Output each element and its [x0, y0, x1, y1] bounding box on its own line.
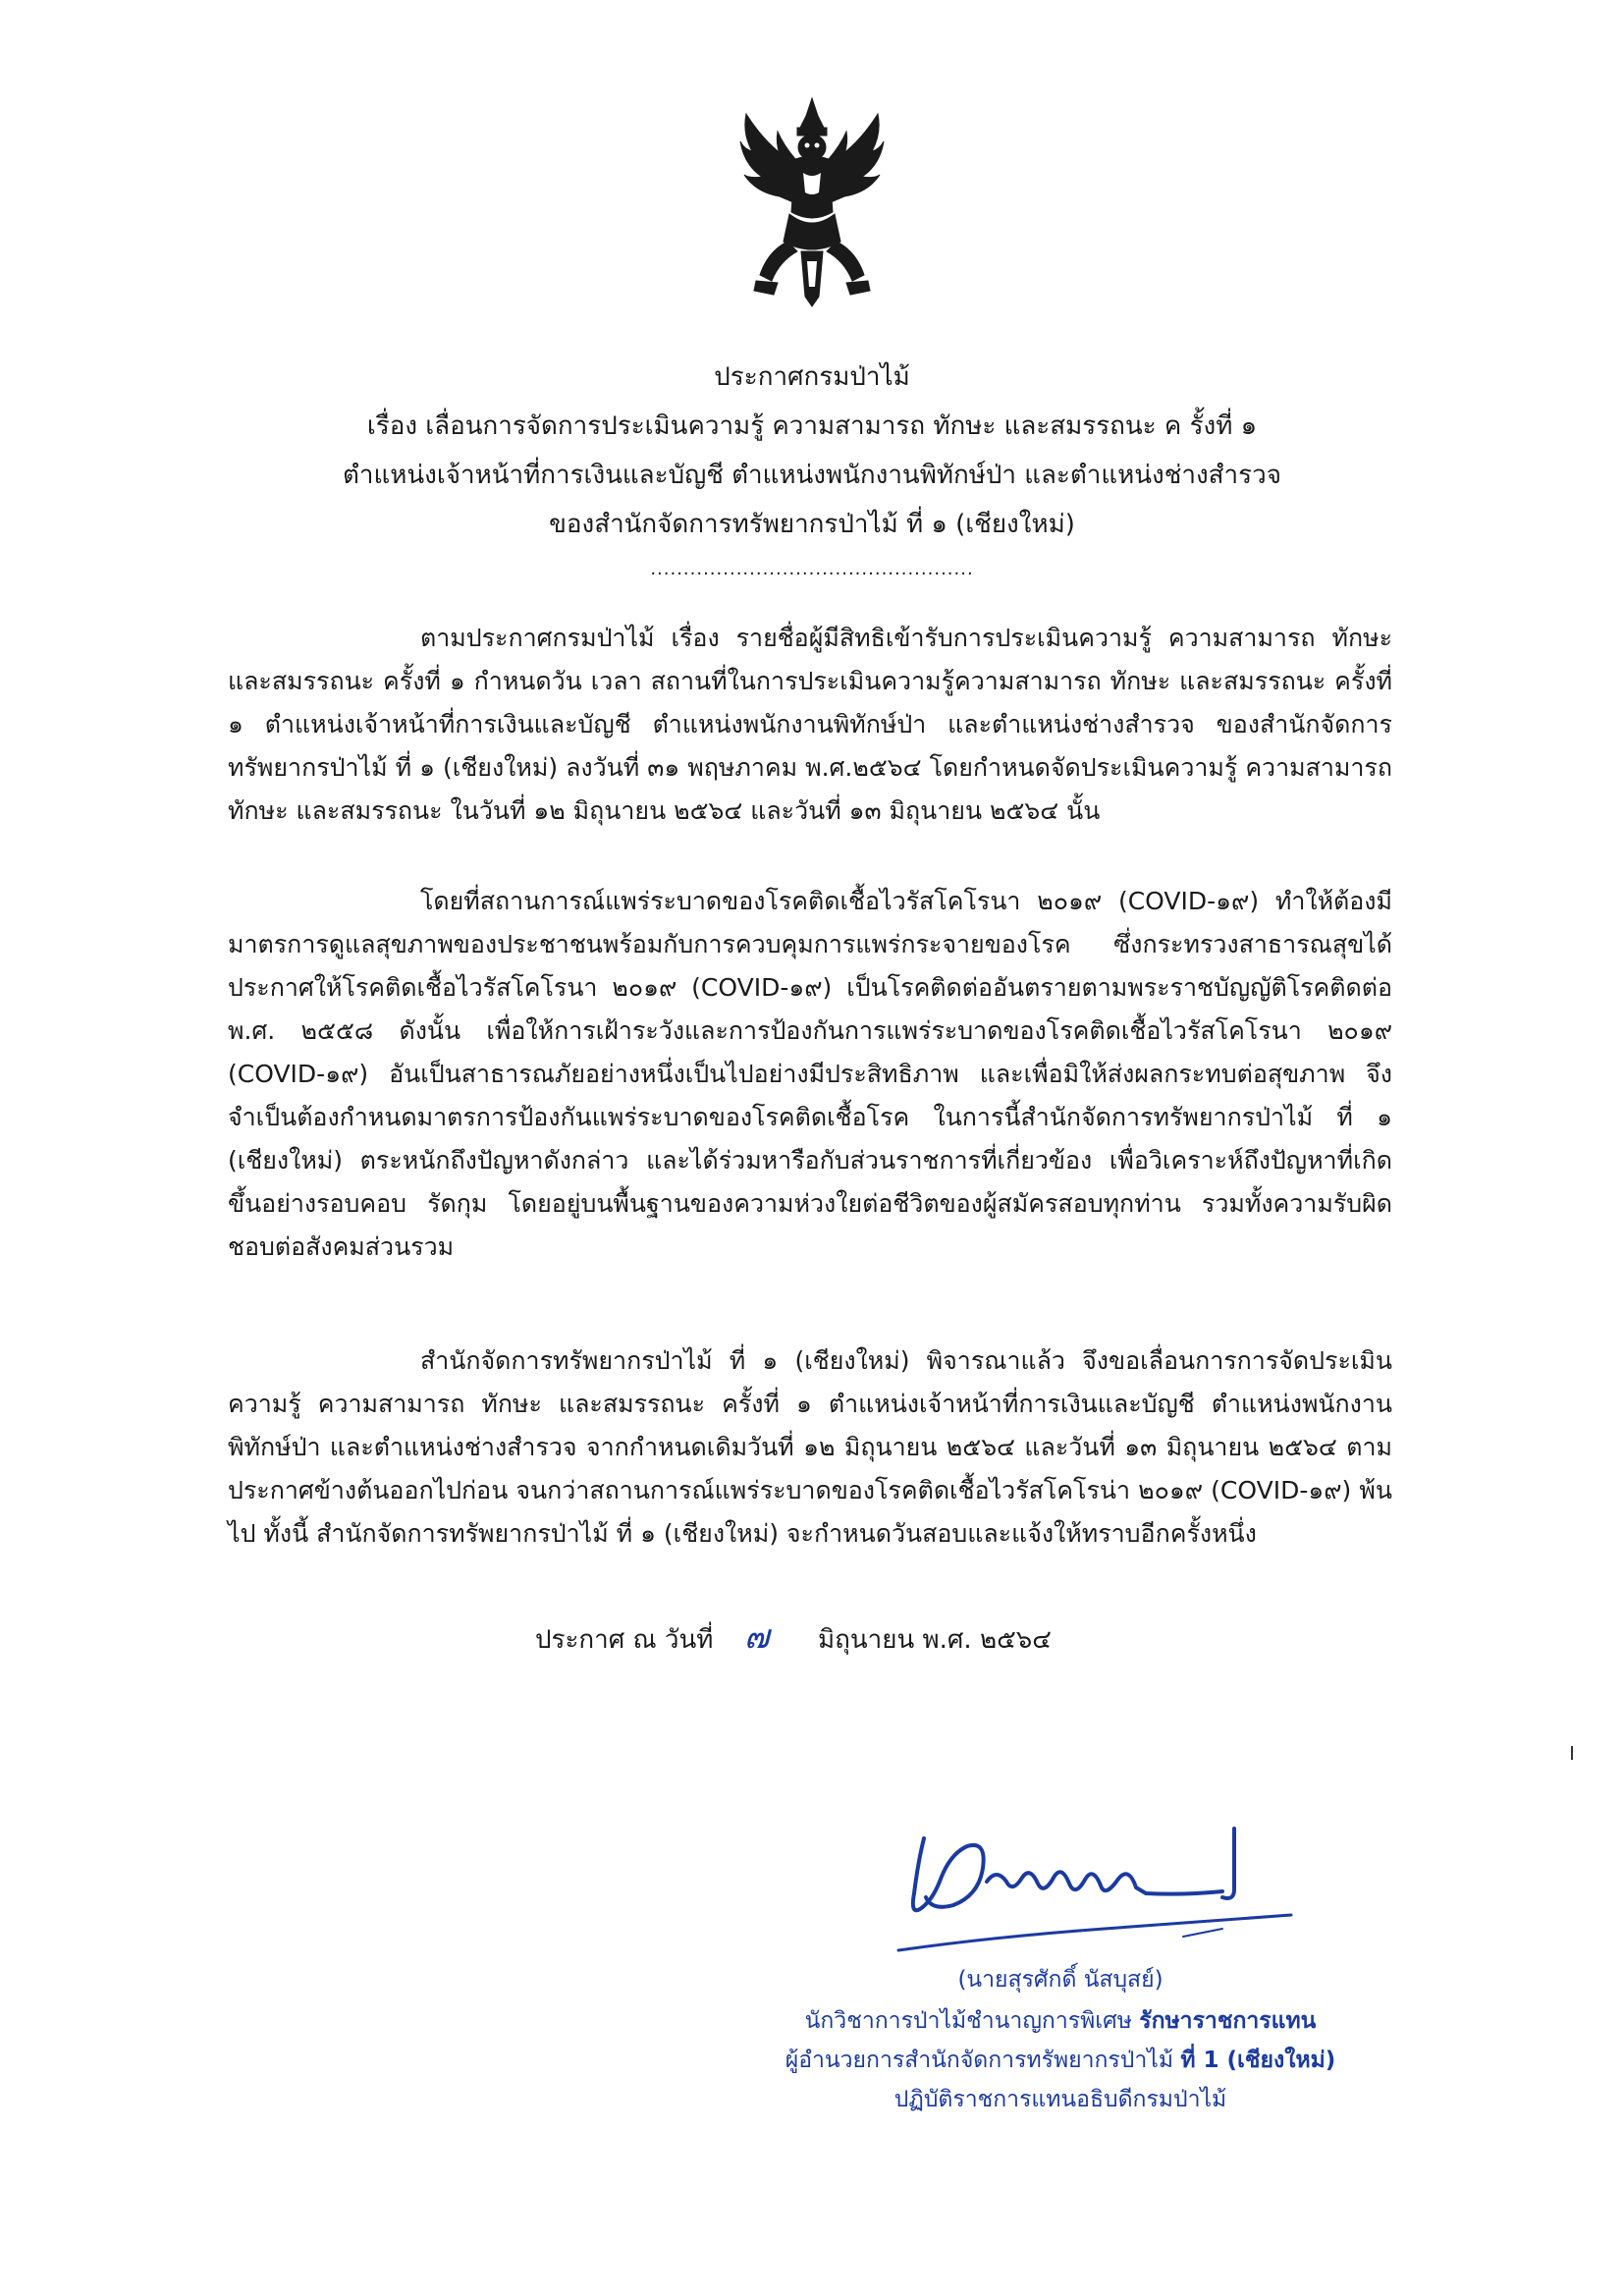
paragraph-text: โดยที่สถานการณ์แพร่ระบาดของโรคติดเชื้อไวรัสโคโรนา ๒๐๑๙ (COVID-๑๙) ทำให้ต้องมีมาตรการดูแลสุขภาพของประชาชนพร้อมกับการควบคุมการแพร่กระจายของโรค ซึ่งกระทรวงสาธารณสุขได้ประกาศให้โรคติดเชื้อไวรัสโคโรนา ๒๐๑๙ (COVID-๑๙) เป็นโรคติดต่ออันตรายตามพระราชบัญญัติโรคติดต่อ พ.ศ. ๒๕๕๘ ดังนั้น เพื่อให้การเฝ้าระวังและการป้องกันการแพร่ระบาดของโรคติดเชื้อไวรัสโคโรนา ๒๐๑๙ (COVID-๑๙) อันเป็นสาธารณภัยอย่างหนึ่งเป็นไปอย่างมีประสิทธิภาพ และเพื่อมิให้ส่งผลกระทบต่อสุขภาพ จึงจำเป็นต้องกำหนดมาตรการป้องกันแพร่ระบาดของโรคติดเชื้อโรค ในการนี้สำนักจัดการทรัพยากรป่าไม้ ที่ ๑ (เชียงใหม่) ตระหนักถึงปัญหาดังกล่าว และได้ร่วมหารือกับส่วนราชการที่เกี่ยวข้อง เพื่อวิเคราะห์ถึงปัญหาที่เกิดขึ้นอย่างรอบคอบ รัดกุม โดยอยู่บนพื้นฐานของความห่วงใยต่อชีวิตของผู้สมัครสอบทุกท่าน รวมทั้งความรับผิดชอบต่อสังคมส่วนรวม	[228, 887, 1392, 1261]
signatory-title-text: นักวิชาการป่าไม้ชำนาญการพิเศษ	[804, 2008, 1140, 2034]
signatory-title-2	[746, 2043, 1375, 2078]
issuer-title: ประกาศกรมป่าไม้	[714, 362, 910, 392]
signatory-title-text: ผู้อำนวยการสำนักจัดการทรัพยากรป่าไม้	[785, 2048, 1181, 2073]
paragraph-text: ตามประกาศกรมป่าไม้ เรื่อง รายชื่อผู้มีสิทธิเข้ารับการประเมินความรู้ ความสามารถ ทักษะ และสมรรถนะ ครั้งที่ ๑ กำหนดวัน เวลา สถานที่ในการประเมินความรู้ความสามารถ ทักษะ และสมรรถนะ ครั้งที่ ๑ ตำแหน่งเจ้าหน้าที่การเงินและบัญชี ตำแหน่งพนักงานพิทักษ์ป่า และตำแหน่งช่างสำรวจ ของสำนักจัดการทรัพยากรป่าไม้ ที่ ๑ (เชียงใหม่) ลงวันที่ ๓๑ พฤษภาคม พ.ศ.๒๕๖๔ โดยกำหนดจัดประเมินความรู้ ความสามารถ ทักษะ และสมรรถนะ ในวันที่ ๑๒ มิถุนายน ๒๕๖๔ และวันที่ ๑๓ มิถุนายน ๒๕๖๔ นั้น	[228, 624, 1392, 825]
announcement-day: ๗	[743, 1617, 770, 1657]
handwritten-signature	[889, 1799, 1301, 1956]
announcement-date	[535, 1617, 1052, 1660]
office-stamp: ที่ 1 (เชียงใหม่)	[1180, 2048, 1336, 2073]
signatory-title-3: ปฏิบัติราชการแทนอธิบดีกรมป่าไม้	[893, 2087, 1227, 2112]
heading-separator: .................................................	[650, 559, 974, 579]
subject-line: เรื่อง เลื่อนการจัดการประเมินความรู้ ความสามารถ ทักษะ และสมรรถนะ ค รั้งที่ ๑	[366, 411, 1258, 441]
announcement-month-year: มิถุนายน พ.ศ. ๒๕๖๔	[817, 1625, 1052, 1655]
garuda-emblem-icon	[738, 94, 886, 310]
paragraph-text: สำนักจัดการทรัพยากรป่าไม้ ที่ ๑ (เชียงใหม่) พิจารณาแล้ว จึงขอเลื่อนการการจัดประเมินความรู้ ความสามารถ ทักษะ และสมรรถนะ ครั้งที่ ๑ ตำแหน่งเจ้าหน้าที่การเงินและบัญชี ตำแหน่งพนักงานพิทักษ์ป่า และตำแหน่งช่างสำรวจ จากกำหนดเดิมวันที่ ๑๒ มิถุนายน ๒๕๖๔ และวันที่ ๑๓ มิถุนายน ๒๕๖๔ ตามประกาศข้างต้นออกไปก่อน จนกว่าสถานการณ์แพร่ระบาดของโรคติดเชื้อไวรัสโคโรน่า ๒๐๑๙ (COVID-๑๙) พ้นไป ทั้งนี้ สำนักจัดการทรัพยากรป่าไม้ ที่ ๑ (เชียงใหม่) จะกำหนดวันสอบและแจ้งให้ทราบอีกครั้งหนึ่ง	[228, 1346, 1392, 1548]
subject-line: ของสำนักจัดการทรัพยากรป่าไม้ ที่ ๑ (เชียงใหม่)	[549, 510, 1075, 539]
acting-stamp: รักษาราชการแทน	[1139, 2008, 1317, 2034]
signatory-title-1	[746, 2003, 1375, 2039]
subject-line: ตำแหน่งเจ้าหน้าที่การเงินและบัญชี ตำแหน่งพนักงานพิทักษ์ป่า และตำแหน่งช่างสำรวจ	[343, 461, 1281, 490]
edge-mark	[1571, 1746, 1573, 1760]
announcement-prefix: ประกาศ ณ วันที่	[535, 1625, 714, 1655]
body-paragraph-1	[228, 617, 1392, 833]
signatory-name: (นายสุรศักดิ์ นัสบุสย์)	[957, 1967, 1164, 1993]
body-paragraph-3	[228, 1339, 1392, 1556]
body-paragraph-2	[228, 880, 1392, 1269]
